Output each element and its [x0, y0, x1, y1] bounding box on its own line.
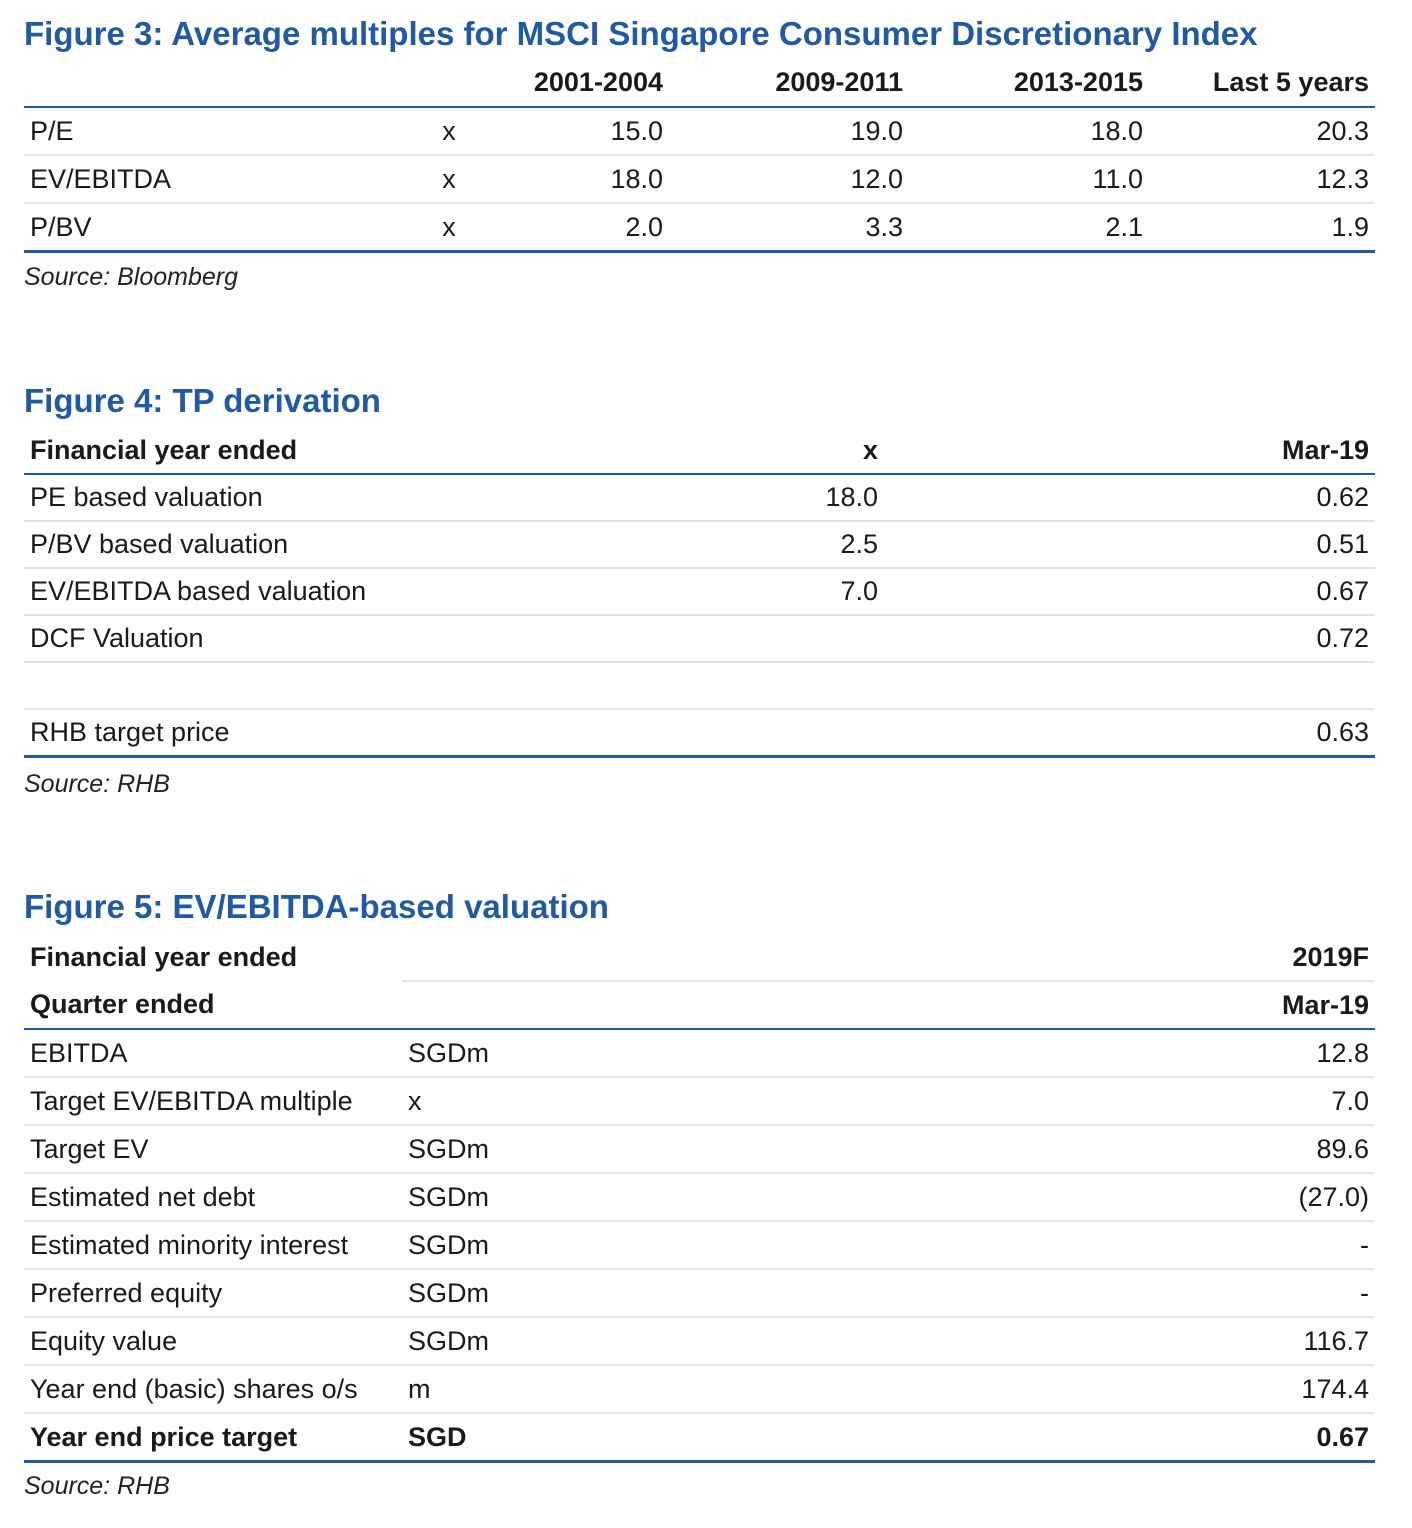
row-label: Estimated minority interest — [24, 1221, 402, 1269]
cell-value: 18.0 — [909, 107, 1149, 155]
column-header: 2013-2015 — [909, 58, 1149, 107]
table-row — [24, 1317, 1375, 1365]
column-header: Financial year ended — [24, 428, 504, 474]
row-label: Year end price target — [24, 1413, 402, 1462]
row-unit: m — [402, 1365, 602, 1413]
row-label: P/BV — [24, 203, 394, 252]
cell-value: 0.62 — [884, 474, 1375, 521]
column-header: x — [504, 428, 884, 474]
row-label: Equity value — [24, 1317, 402, 1365]
table-header-row — [24, 428, 1375, 474]
row-label: P/E — [24, 107, 394, 155]
column-header: Last 5 years — [1149, 58, 1375, 107]
table-row — [24, 1365, 1375, 1413]
cell-value: 116.7 — [602, 1317, 1375, 1365]
table-row — [24, 1221, 1375, 1269]
row-unit: SGDm — [402, 1269, 602, 1317]
row-label: EBITDA — [24, 1029, 402, 1077]
table-row — [24, 1173, 1375, 1221]
table-row — [24, 1269, 1375, 1317]
table-row — [24, 474, 1375, 521]
row-label: Target EV — [24, 1125, 402, 1173]
row-label: P/BV based valuation — [24, 521, 504, 568]
cell-value: 15.0 — [504, 107, 669, 155]
row-unit: SGDm — [402, 1029, 602, 1077]
cell-multiple: 2.5 — [504, 521, 884, 568]
row-label: Preferred equity — [24, 1269, 402, 1317]
row-label: RHB target price — [24, 709, 504, 757]
figure-4-table — [24, 428, 1375, 758]
cell-value: 3.3 — [669, 203, 909, 252]
cell-value: 12.3 — [1149, 155, 1375, 203]
row-label: Estimated net debt — [24, 1173, 402, 1221]
cell-multiple — [504, 709, 884, 757]
column-header: 2009-2011 — [669, 58, 909, 107]
table-row-spacer — [24, 662, 1375, 709]
cell-value: 2.0 — [504, 203, 669, 252]
table-row-total — [24, 1413, 1375, 1462]
row-label: DCF Valuation — [24, 615, 504, 662]
row-label: Year end (basic) shares o/s — [24, 1365, 402, 1413]
table-header-row — [24, 981, 1375, 1029]
column-header: Mar-19 — [884, 428, 1375, 474]
row-unit: SGDm — [402, 1173, 602, 1221]
cell-value: 174.4 — [602, 1365, 1375, 1413]
cell-value: 0.51 — [884, 521, 1375, 568]
cell-value: 20.3 — [1149, 107, 1375, 155]
table-row — [24, 1077, 1375, 1125]
cell-value: 1.9 — [1149, 203, 1375, 252]
column-header: 2001-2004 — [504, 58, 669, 107]
column-header: Financial year ended — [30, 942, 298, 972]
figure-3-table — [24, 58, 1375, 253]
cell-value: 7.0 — [602, 1077, 1375, 1125]
figure-4-title: Figure 4: TP derivation — [24, 382, 381, 419]
table-row — [24, 615, 1375, 662]
row-unit: x — [402, 1077, 602, 1125]
row-unit: x — [394, 107, 504, 155]
cell-value: 11.0 — [909, 155, 1149, 203]
cell-value: (27.0) — [602, 1173, 1375, 1221]
column-header: Quarter ended — [24, 981, 402, 1029]
cell-value: 0.67 — [884, 568, 1375, 615]
column-header: Mar-19 — [602, 981, 1375, 1029]
figure-5-title: Figure 5: EV/EBITDA-based valuation — [24, 888, 609, 925]
figure-3-source: Source: Bloomberg — [24, 263, 239, 291]
row-label: PE based valuation — [24, 474, 504, 521]
figure-5-source: Source: RHB — [24, 1472, 170, 1500]
row-label: EV/EBITDA — [24, 155, 394, 203]
cell-value: 12.0 — [669, 155, 909, 203]
figure-3-title: Figure 3: Average multiples for MSCI Singapore Consumer Discretionary Index — [24, 15, 1258, 52]
table-row — [24, 107, 1375, 155]
figure-5-table — [24, 934, 1375, 1463]
table-row — [24, 1125, 1375, 1173]
cell-value: 12.8 — [602, 1029, 1375, 1077]
table-row — [24, 521, 1375, 568]
cell-value: 18.0 — [504, 155, 669, 203]
row-unit: SGDm — [402, 1317, 602, 1365]
cell-multiple: 7.0 — [504, 568, 884, 615]
table-row — [24, 203, 1375, 252]
table-row-total — [24, 709, 1375, 757]
table-row — [24, 155, 1375, 203]
table-row — [24, 1029, 1375, 1077]
cell-value: 19.0 — [669, 107, 909, 155]
row-label: EV/EBITDA based valuation — [24, 568, 504, 615]
row-unit: SGDm — [402, 1221, 602, 1269]
table-header-row — [24, 58, 1375, 107]
column-header: 2019F — [602, 934, 1375, 981]
cell-value: 2.1 — [909, 203, 1149, 252]
cell-value: 0.67 — [602, 1413, 1375, 1462]
cell-value: 89.6 — [602, 1125, 1375, 1173]
cell-multiple: 18.0 — [504, 474, 884, 521]
figure-4-source: Source: RHB — [24, 770, 170, 798]
cell-multiple — [504, 615, 884, 662]
row-unit: SGD — [402, 1413, 602, 1462]
row-label: Target EV/EBITDA multiple — [24, 1077, 402, 1125]
row-unit: SGDm — [402, 1125, 602, 1173]
cell-value: - — [602, 1221, 1375, 1269]
row-unit: x — [394, 155, 504, 203]
cell-value: 0.72 — [884, 615, 1375, 662]
cell-value: - — [602, 1269, 1375, 1317]
table-row — [24, 568, 1375, 615]
table-header-row — [24, 934, 1375, 981]
cell-value: 0.63 — [884, 709, 1375, 757]
row-unit: x — [394, 203, 504, 252]
